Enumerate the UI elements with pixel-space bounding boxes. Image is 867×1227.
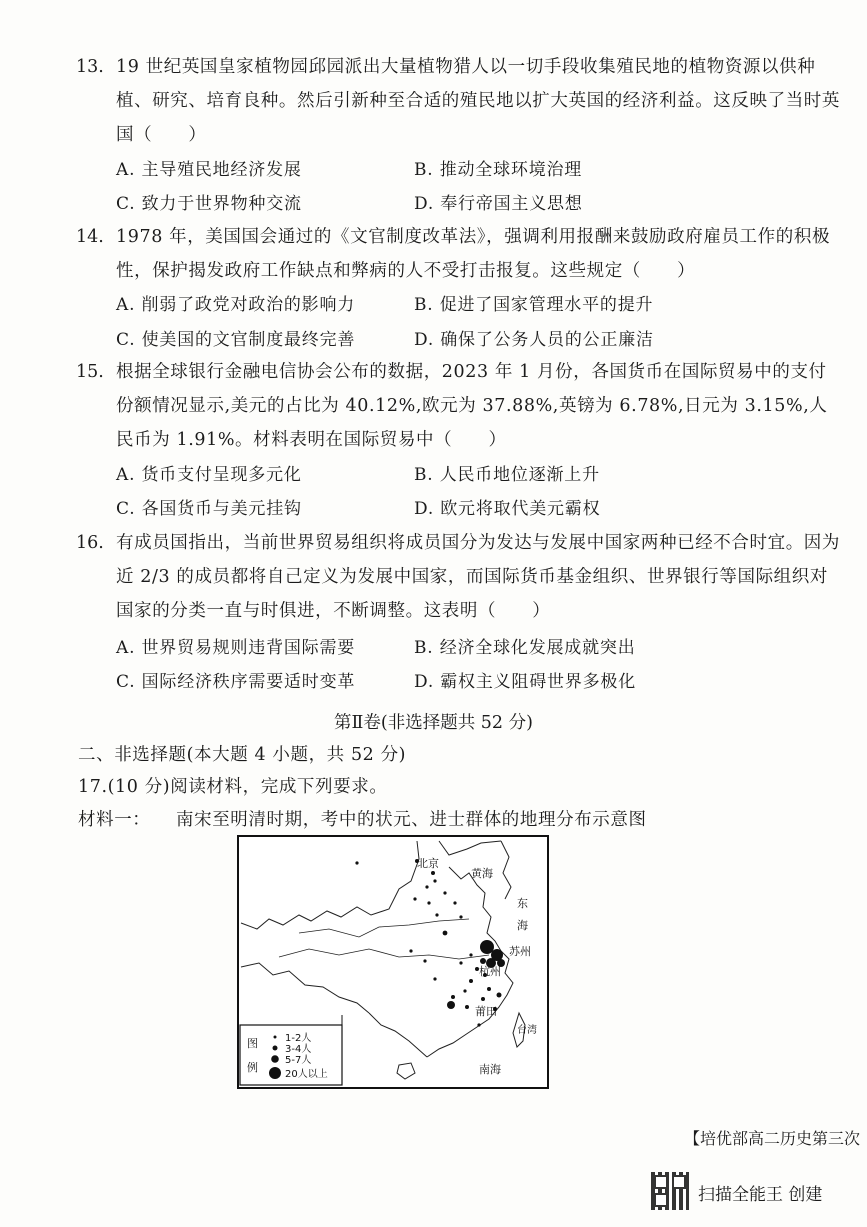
watermark-text: 扫描全能王 创建 <box>698 1185 823 1205</box>
question-13 <box>72 50 842 152</box>
map-dot <box>425 885 428 888</box>
question-number: 13. <box>76 57 104 77</box>
map-dot <box>433 879 436 882</box>
question-15 <box>72 355 842 457</box>
map-drawing <box>239 837 547 1087</box>
map-dot <box>443 891 446 894</box>
question-number: 15. <box>76 362 104 382</box>
legend-item-3: 5-7人 <box>285 1055 312 1066</box>
material-title: 南宋至明清时期，考中的状元、进士群体的地理分布示意图 <box>176 810 647 830</box>
option-c: C. 国际经济秩序需要适时变革 <box>116 672 356 692</box>
map-dot <box>355 861 358 864</box>
option-c: C. 各国货币与美元挂钩 <box>116 499 302 519</box>
section-heading: 二、非选择题(本大题 4 小题，共 52 分) <box>78 745 407 765</box>
label-beijing: 北京 <box>417 857 439 870</box>
legend-dot-xlarge <box>269 1067 281 1079</box>
map-dot <box>413 897 416 900</box>
question-17-prompt: 17.(10 分)阅读材料，完成下列要求。 <box>78 777 388 797</box>
volume-title: 第Ⅱ卷(非选择题共 52 分) <box>334 713 533 733</box>
option-d: D. 确保了公务人员的公正廉洁 <box>414 330 654 350</box>
option-d: D. 霸权主义阻碍世界多极化 <box>414 672 637 692</box>
map-dot <box>435 913 438 916</box>
option-a: A. 货币支付呈现多元化 <box>116 465 302 485</box>
legend-item-4: 20人以上 <box>285 1069 328 1080</box>
legend-dot-medium <box>273 1046 278 1051</box>
question-number: 14. <box>76 227 104 247</box>
map-dot <box>465 1005 469 1009</box>
legend-dot-large <box>271 1055 279 1063</box>
question-16 <box>72 526 842 628</box>
legend-dot-small <box>274 1036 277 1039</box>
label-putian: 莆田 <box>475 1005 497 1018</box>
map-dot <box>477 1023 480 1026</box>
map-dot <box>433 977 436 980</box>
map-dot <box>423 959 426 962</box>
map-dot <box>481 997 485 1001</box>
map-dot <box>431 871 435 875</box>
exam-series-label: 【培优部高二历史第三次 <box>684 1129 861 1148</box>
option-b: B. 人民币地位逐渐上升 <box>414 465 600 485</box>
map-dot <box>497 993 502 998</box>
option-b: B. 经济全球化发展成就突出 <box>414 638 636 658</box>
legend-item-2: 3-4人 <box>285 1044 312 1055</box>
label-hangzhou: 杭州 <box>479 965 501 978</box>
northeast-border <box>439 841 501 855</box>
question-stem: 1978 年，美国国会通过的《文官制度改革法》，强调利用报酬来鼓励政府雇员工作的积极性，保护揭发政府工作缺点和弊病的人不受打击报复。这些规定（ ） <box>116 227 831 281</box>
map-dot <box>447 1001 455 1009</box>
option-a: A. 削弱了政党对政治的影响力 <box>116 295 356 315</box>
material-label: 材料一： <box>78 810 151 830</box>
question-stem: 19 世纪英国皇家植物园邱园派出大量植物猎人以一切手段收集殖民地的植物资源以供种植、研究、培育良种。然后引新种至合适的殖民地以扩大英国的经济利益。这反映了当时英国（ ） <box>116 57 840 145</box>
map-dot <box>453 901 456 904</box>
map-dot <box>480 958 486 964</box>
option-a: A. 主导殖民地经济发展 <box>116 160 302 180</box>
question-stem: 根据全球银行金融电信协会公布的数据，2023 年 1 月份，各国货币在国际贸易中的支付份额情况显示,美元的占比为 40.12%,欧元为 37.88%,英镑为 6.78%,日元为 3.15%,人民币为 1.91%。材料表明在国际贸易中（ ） <box>116 362 828 450</box>
yangtze-river <box>279 949 489 959</box>
map-dot <box>469 979 473 983</box>
legend-title-2: 例 <box>247 1061 258 1074</box>
legend-title-1: 图 <box>247 1037 258 1050</box>
southwest-border <box>241 963 369 1013</box>
legend-item-1: 1-2人 <box>285 1033 312 1044</box>
label-donghai-1: 东 <box>517 897 528 910</box>
map-dot <box>427 901 430 904</box>
question-14 <box>72 220 842 288</box>
map-dot <box>459 915 462 918</box>
map-dot <box>451 995 455 999</box>
label-nanhai: 南海 <box>479 1063 501 1076</box>
map-dot <box>443 931 448 936</box>
map-dot <box>469 953 472 956</box>
option-a: A. 世界贸易规则违背国际需要 <box>116 638 356 658</box>
question-stem: 有成员国指出，当前世界贸易组织将成员国分为发达与发展中国家两种已经不合时宜。因为近 2/3 的成员都将自己定义为发展中国家，而国际货币基金组织、世界银行等国际组织对国家的分类一直与时俱进，不断调整。这表明（ ） <box>116 533 840 621</box>
south-border <box>369 1013 427 1057</box>
map-dot <box>409 949 412 952</box>
distribution-map <box>237 835 549 1089</box>
option-c: C. 使美国的文官制度最终完善 <box>116 330 356 350</box>
option-b: B. 促进了国家管理水平的提升 <box>414 295 654 315</box>
hainan-island <box>397 1063 415 1079</box>
label-donghai-2: 海 <box>517 919 528 932</box>
northern-border <box>241 841 419 929</box>
option-d: D. 欧元将取代美元霸权 <box>414 499 601 519</box>
map-dot <box>463 989 466 992</box>
map-dot <box>459 961 462 964</box>
option-b: B. 推动全球环境治理 <box>414 160 583 180</box>
label-suzhou: 苏州 <box>509 945 531 958</box>
option-d: D. 奉行帝国主义思想 <box>414 194 583 214</box>
map-dot <box>487 987 491 991</box>
question-number: 16. <box>76 533 104 553</box>
qr-code-icon <box>651 1172 689 1210</box>
label-huanghai: 黄海 <box>471 867 493 880</box>
peninsula <box>501 841 511 899</box>
distribution-dots <box>355 859 505 1027</box>
option-c: C. 致力于世界物种交流 <box>116 194 302 214</box>
label-taiwan: 台湾 <box>517 1025 537 1036</box>
